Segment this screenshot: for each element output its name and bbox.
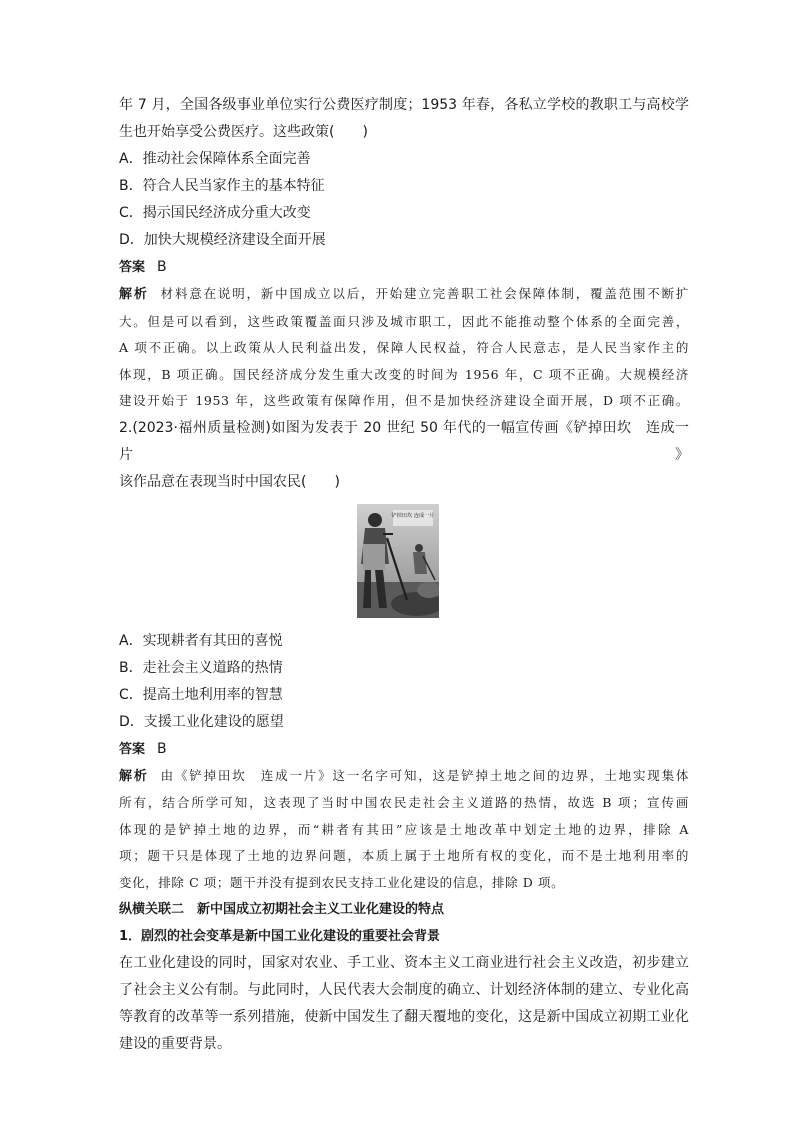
document-page: [119, 92, 689, 1058]
q2-analysis-line-4: 项；题干只是体现了土地的边界问题，本质上属于土地所有权的变化，而不是土地利用率的: [119, 848, 689, 863]
answer-label: 答案: [119, 741, 146, 757]
q1-option-b: B．符合人民当家作主的基本特征: [119, 178, 325, 194]
q1-stem-line-2: 生也开始享受公费医疗。这些政策( ): [119, 124, 368, 140]
q2-answer: [119, 736, 689, 763]
analysis-text: 材料意在说明，新中国成立以后，开始建立完善职工社会保障体制，覆盖范围不断扩: [160, 286, 690, 301]
q1-option-c: C．揭示国民经济成分重大改变: [119, 205, 311, 221]
analysis-label: 解析: [119, 768, 149, 784]
propaganda-poster-image: [357, 504, 439, 618]
q2-analysis-line-5: 变化，排除 C 项；题干并没有提到农民支持工业化建设的信息，排除 D 项。: [119, 874, 565, 890]
answer-value: B: [157, 740, 167, 757]
q1-stem-line-1: 年 7 月，全国各级事业单位实行公费医疗制度；1953 年春，各私立学校的教职工与高校学: [119, 97, 689, 113]
q2-analysis-line-2: 所有，结合所学可知，这表现了当时中国农民走社会主义道路的热情，故选 B 项；宣传画: [119, 795, 689, 810]
section-para-line-4: 建设的重要背景。: [119, 1036, 231, 1052]
q2-option-b: B．走社会主义道路的热情: [119, 659, 283, 676]
poster-figure: [119, 504, 689, 622]
q1-analysis-line-4: 体现，B 项正确。国民经济成分发生重大改变的时间为 1956 年，C 项不正确。大规模经济: [119, 366, 689, 382]
q2-stem-line-2: 该作品意在表现当时中国农民( ): [119, 473, 340, 490]
answer-value: B: [157, 259, 167, 275]
section-subheading: 1．剧烈的社会变革是新中国工业化建设的重要社会背景: [119, 929, 441, 944]
q1-answer: [119, 254, 689, 281]
q1-analysis-line-3: A 项不正确。以上政策从人民利益出发，保障人民权益，符合人民意志，是人民当家作主的: [119, 340, 689, 355]
q2-stem-line-1: 2.(2023·福州质量检测)如图为发表于 20 世纪 50 年代的一幅宣传画《铲掉田坎 连成一片》: [119, 419, 689, 463]
q1-analysis-line-1: [119, 281, 689, 309]
q1-option-a: A．推动社会保障体系全面完善: [119, 151, 311, 167]
q2-option-c: C．提高土地利用率的智慧: [119, 686, 283, 703]
q1-analysis-line-5: 建设开始于 1953 年，这些政策有保障作用，但不是加快经济建设全面开展，D 项不正确。: [119, 393, 689, 408]
q1-analysis-line-2: 大。但是可以看到，这些政策覆盖面只涉及城市职工，因此不能推动整个体系的全面完善，: [119, 313, 689, 329]
analysis-label: 解析: [119, 287, 149, 302]
q2-option-a: A．实现耕者有其田的喜悦: [119, 632, 283, 649]
section-para-line-2: 了社会主义公有制。与此同时，人民代表大会制度的确立、计划经济体制的建立、专业化高: [119, 982, 689, 998]
analysis-text: 由《铲掉田坎 连成一片》这一名字可知，这是铲掉土地之间的边界，土地实现集体: [160, 767, 690, 783]
q2-option-d: D．支援工业化建设的愿望: [119, 713, 284, 730]
answer-label: 答案: [119, 260, 146, 275]
q1-option-d: D．加快大规模经济建设全面开展: [119, 232, 326, 248]
section-heading: 纵横关联二 新中国成立初期社会主义工业化建设的特点: [119, 902, 445, 917]
poster-title-text: 铲掉田坎 连成一片: [391, 512, 435, 519]
q2-analysis-line-1: [119, 763, 689, 791]
section-para-line-1: 在工业化建设的同时，国家对农业、手工业、资本主义工商业进行社会主义改造，初步建立: [119, 955, 689, 971]
q2-analysis-line-3: 体现的是铲掉土地的边界，而“耕者有其田”应该是土地改革中划定土地的边界，排除 A: [119, 821, 689, 837]
section-para-line-3: 等教育的改革等一系列措施，使新中国发生了翻天覆地的变化，这是新中国成立初期工业化: [119, 1009, 689, 1025]
